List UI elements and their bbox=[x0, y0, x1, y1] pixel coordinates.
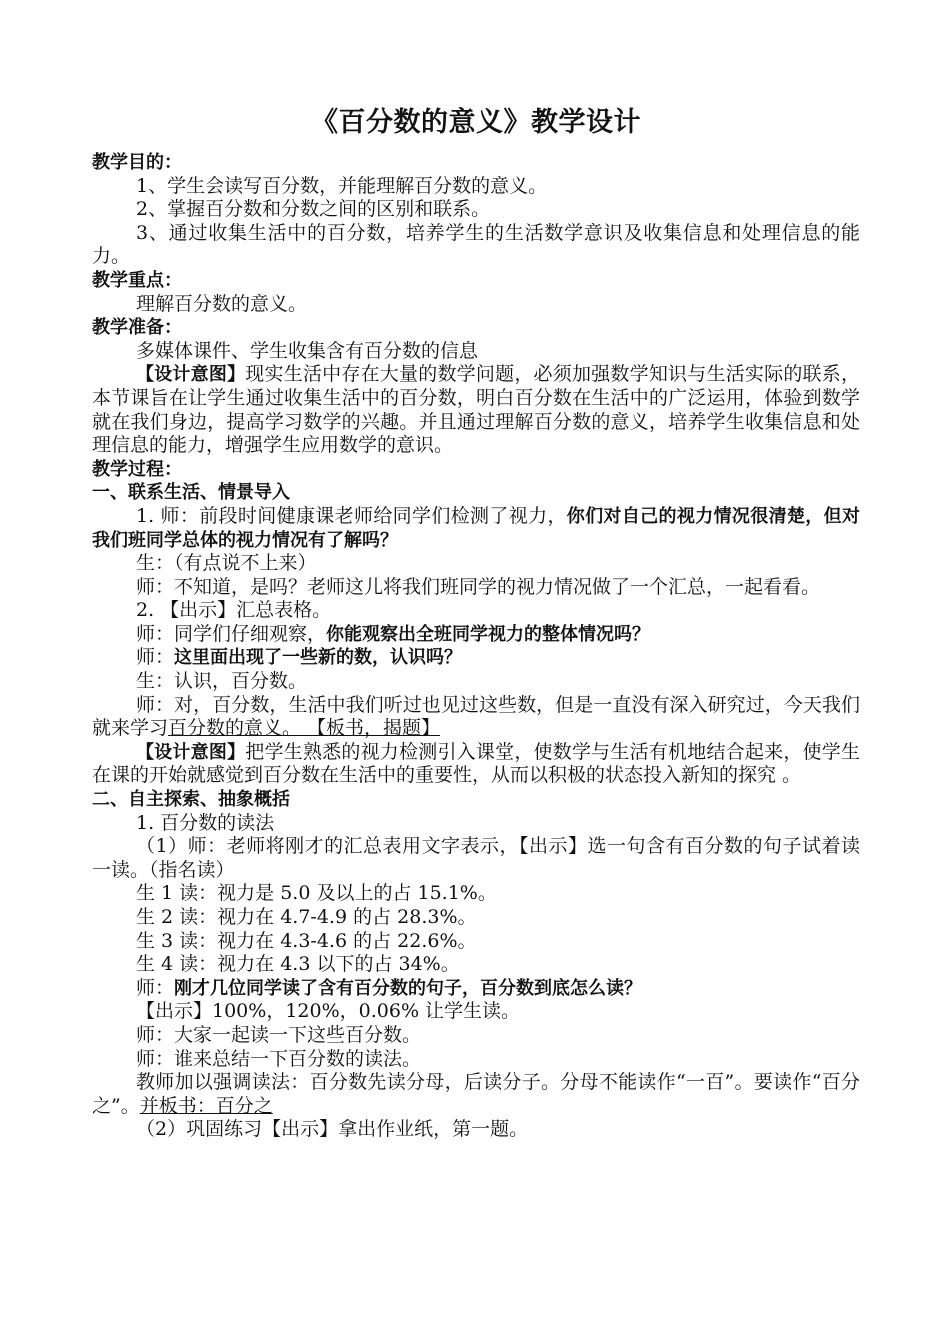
design-intent-text: 把学生熟悉的视力检测引入课堂，使数学与生活有机地结合起来，使学生在课的开始就感觉到百分数在生活中的重要性，从而以积极的状态投入新知的探究 。 bbox=[92, 740, 860, 787]
section2-heading: 二、自主探索、抽象概括 bbox=[92, 789, 290, 811]
focus-heading: 教学重点： bbox=[92, 269, 182, 291]
section1-paragraph-4: 2. 【出示】汇总表格。 bbox=[136, 599, 332, 622]
section2-paragraph-6 bbox=[92, 1071, 860, 1118]
section1-p5-question: 你能观察出全班同学视力的整体情况吗？ bbox=[326, 623, 651, 645]
section1-p8-text: 师：对，百分数，生活中我们听过也见过这些数，但是一直没有深入研究过，今天我们就来学习 bbox=[92, 693, 860, 740]
section1-p6-question: 这里面出现了一些新的数，认识吗？ bbox=[174, 647, 463, 669]
section2-paragraph-3: 【出示】100%，120%，0.06% 让学生读。 bbox=[136, 1000, 521, 1023]
design-intent-text: 现实生活中存在大量的数学问题，必须加强数学知识与生活实际的联系，本节课旨在让学生通过收集生活中的百分数，明白百分数在生活中的广泛运用，体验到数学就在我们身边，提高学习数学的兴趣。并且通过理解百分数的意义，培养学生收集信息和处理信息的能力，增强学生应用数学的意识。 bbox=[92, 363, 860, 457]
student-reading-2: 生 2 读：视力在 4.7-4.9 的占 28.3%。 bbox=[136, 906, 477, 928]
section1-design-intent bbox=[92, 741, 860, 788]
section1-p5-text: 师：同学们仔细观察， bbox=[136, 622, 327, 645]
section2-p6-text: 教师加以强调读法：百分数先读分母，后读分子。分母不能读作“一百”。要读作“百分之”。 bbox=[92, 1071, 860, 1117]
section2-paragraph-7: （2）巩固练习【出示】拿出作业纸，第一题。 bbox=[136, 1118, 529, 1141]
purpose-item-3: 3、通过收集生活中的百分数，培养学生的生活数学意识及收集信息和处理信息的能力。 bbox=[92, 221, 860, 268]
document-title: 《百分数的意义》教学设计 bbox=[311, 107, 641, 138]
prep-heading: 教学准备： bbox=[92, 317, 182, 339]
design-intent-label: 【设计意图】 bbox=[136, 364, 246, 386]
prep-text: 多媒体课件、学生收集含有百分数的信息 bbox=[136, 339, 479, 362]
section2-p2-text: 师： bbox=[136, 976, 175, 999]
section1-board-note: 百分数的意义。 【板书，揭题】 bbox=[168, 717, 441, 740]
section1-heading: 一、联系生活、情景导入 bbox=[92, 482, 290, 504]
section1-paragraph-1 bbox=[92, 505, 860, 552]
purpose-item-2: 2、掌握百分数和分数之间的区别和联系。 bbox=[136, 198, 491, 221]
student-reading-4: 生 4 读：视力在 4.3 以下的占 34%。 bbox=[136, 953, 460, 976]
section1-paragraph-2: 生：（有点说不上来） bbox=[136, 552, 317, 575]
student-reading-3: 生 3 读：视力在 4.3-4.6 的占 22.6%。 bbox=[136, 929, 477, 952]
prep-design-intent bbox=[92, 363, 860, 457]
process-heading: 教学过程： bbox=[92, 458, 182, 480]
section1-p1-text: 1. 师：前段时间健康课老师给同学们检测了视力， bbox=[136, 504, 567, 527]
section2-paragraph-1: （1）师：老师将刚才的汇总表用文字表示，【出示】选一句含有百分数的句子试着读一读。（指名读） bbox=[92, 835, 860, 881]
purpose-heading: 教学目的： bbox=[92, 152, 182, 173]
section1-paragraph-7: 生：认识，百分数。 bbox=[136, 670, 308, 693]
purpose-item-1: 1、学生会读写百分数，并能理解百分数的意义。 bbox=[136, 174, 548, 197]
document-page bbox=[92, 100, 860, 1142]
section1-paragraph-5 bbox=[92, 623, 860, 647]
design-intent-label: 【设计意图】 bbox=[136, 741, 246, 763]
section2-p2-question: 刚才几位同学读了含有百分数的句子，百分数到底怎么读？ bbox=[174, 977, 643, 999]
section1-paragraph-6 bbox=[92, 646, 860, 670]
section2-paragraph-2 bbox=[92, 977, 860, 1001]
section2-board-note: 并板书：百分之 bbox=[139, 1094, 273, 1117]
focus-text: 理解百分数的意义。 bbox=[136, 292, 308, 315]
student-reading-1: 生 1 读：视力是 5.0 及以上的占 15.1%。 bbox=[136, 882, 497, 905]
section1-p6-text: 师： bbox=[136, 646, 175, 669]
section2-paragraph-4: 师：大家一起读一下这些百分数。 bbox=[136, 1023, 422, 1046]
section2-paragraph-5: 师：谁来总结一下百分数的读法。 bbox=[136, 1047, 422, 1070]
section1-paragraph-8 bbox=[92, 694, 860, 741]
section1-p1-question: 你们对自己的视力情况很清楚，但对我们班同学总体的视力情况有了解吗？ bbox=[92, 505, 860, 551]
section1-paragraph-3: 师：不知道，是吗？老师这儿将我们班同学的视力情况做了一个汇总，一起看看。 bbox=[136, 575, 821, 598]
section2-sub-heading: 1. 百分数的读法 bbox=[136, 811, 275, 834]
